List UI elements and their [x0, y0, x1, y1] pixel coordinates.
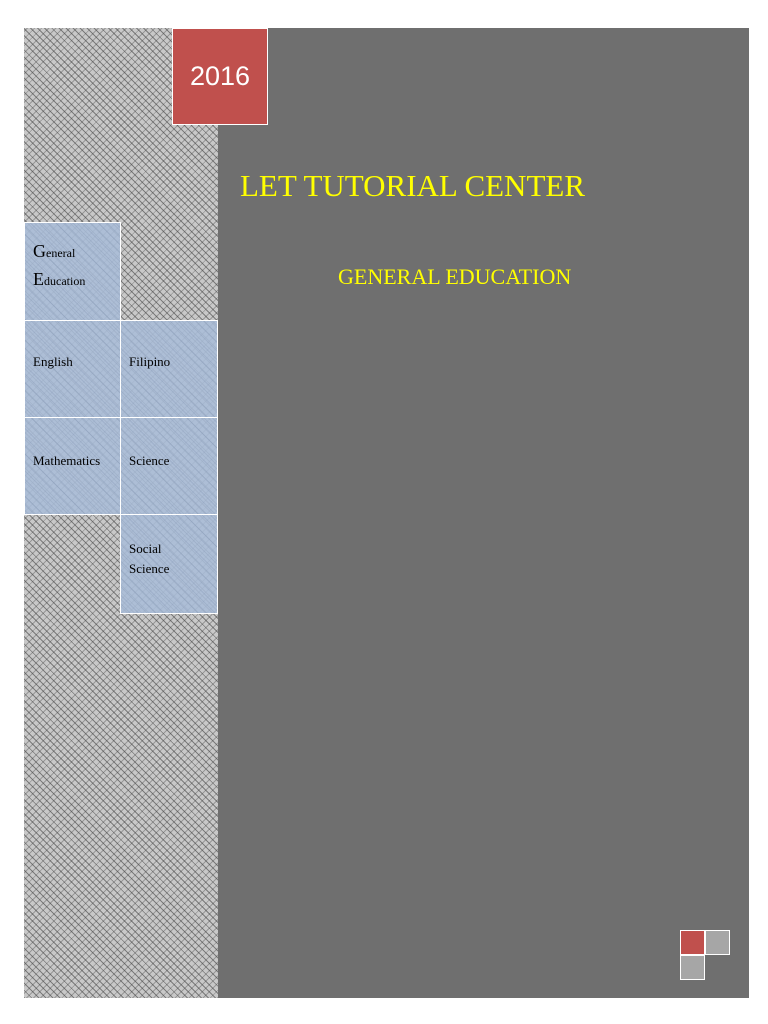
tile-social-label-line1: Social: [129, 541, 162, 556]
cover-subtitle: GENERAL EDUCATION: [338, 264, 572, 289]
grey-square-icon: [705, 930, 730, 955]
tile-filipino: [120, 320, 218, 418]
tile-social-label-line2: Science: [129, 561, 170, 576]
year-text: 2016: [189, 61, 251, 91]
tile-science-label: Science: [129, 453, 170, 468]
tile-social-science: [120, 514, 218, 614]
tile-english: [24, 320, 121, 418]
tile-mathematics: [24, 417, 121, 515]
cover-title: LET TUTORIAL CENTER: [240, 168, 585, 203]
tile-gened-line1: General: [33, 241, 76, 261]
tile-filipino-label: Filipino: [129, 354, 171, 369]
decorative-squares: [680, 930, 732, 982]
tile-general-education: [24, 222, 121, 321]
grey-square-icon: [680, 955, 705, 980]
tile-mathematics-label: Mathematics: [33, 453, 101, 468]
tile-english-label: English: [33, 354, 73, 369]
tile-science: [120, 417, 218, 515]
year-badge: [172, 28, 268, 125]
red-square-icon: [680, 930, 705, 955]
tile-gened-line2: Education: [33, 269, 86, 289]
